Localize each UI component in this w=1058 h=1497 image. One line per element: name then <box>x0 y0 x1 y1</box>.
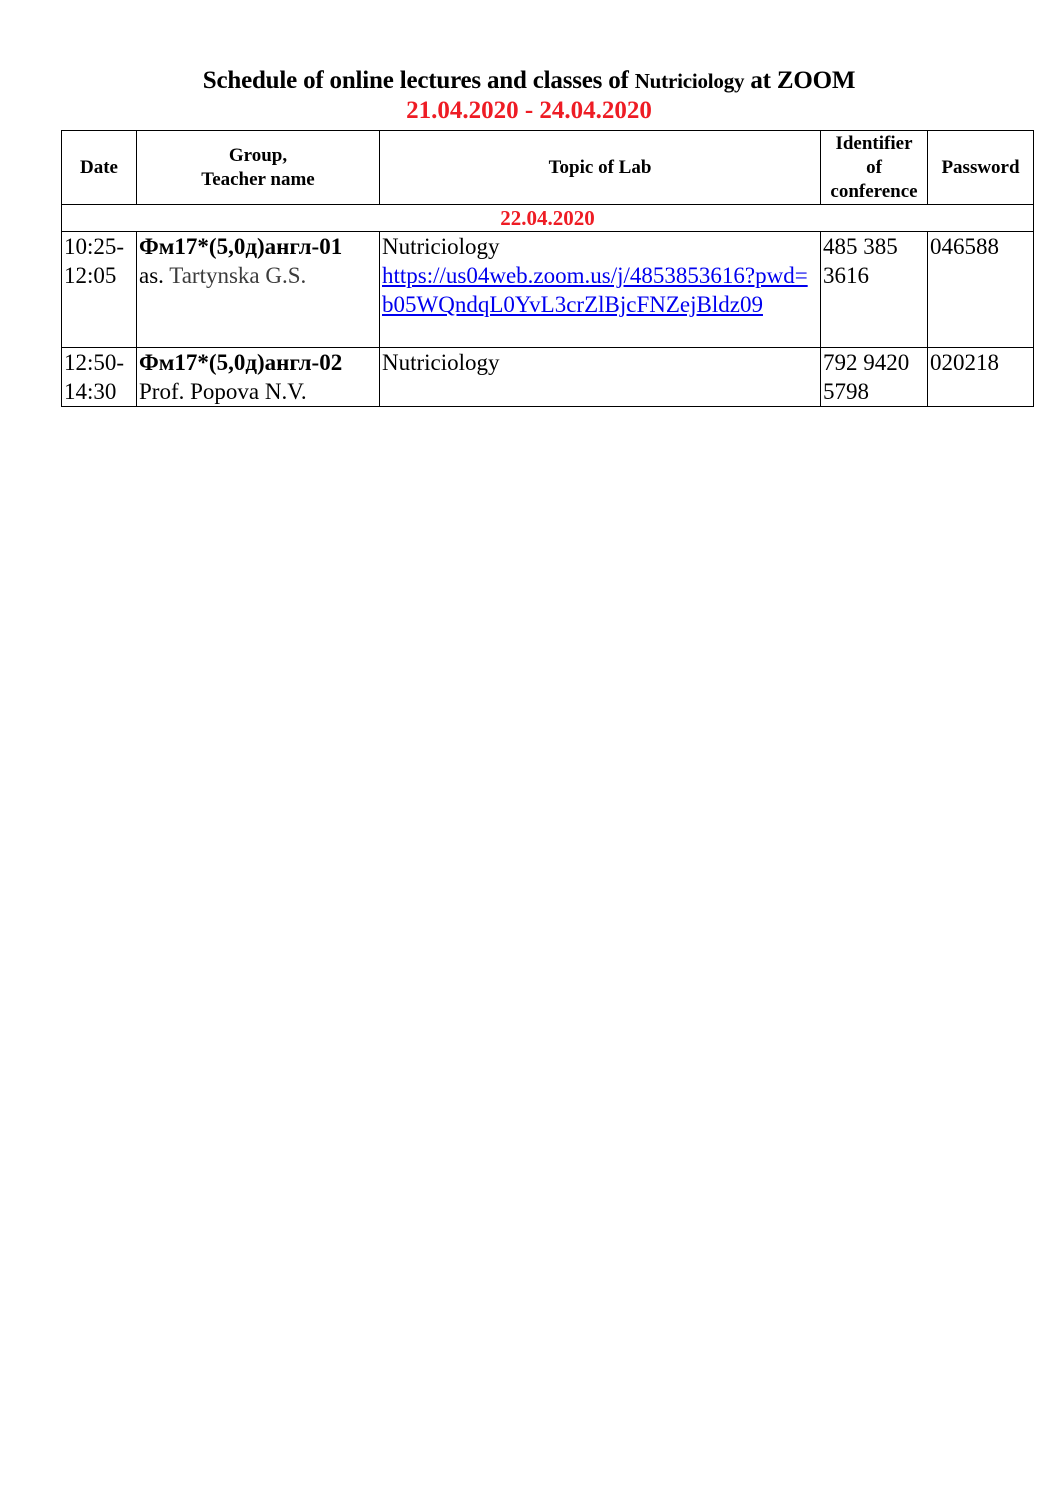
conference-id-line1: 485 385 <box>823 234 898 259</box>
conference-id-line2: 5798 <box>823 379 869 404</box>
column-header-date <box>62 131 137 205</box>
teacher-prefix: Prof. <box>139 379 185 404</box>
header-row <box>62 131 1034 205</box>
time-cell <box>62 232 137 348</box>
time-start: 10:25- <box>64 234 125 259</box>
password-value: 020218 <box>930 350 999 375</box>
password-cell <box>928 232 1034 348</box>
conference-id-line2: 3616 <box>823 263 869 288</box>
column-header-identifier-line3: conference <box>830 180 918 202</box>
title-main: Schedule of online lectures and classes of <box>202 67 629 94</box>
column-header-password-label: Password <box>941 156 1020 178</box>
title-suffix: at ZOOM <box>750 67 856 94</box>
column-header-identifier-line1: Identifier <box>835 132 913 154</box>
topic-name: Nutriciology <box>382 350 500 375</box>
time-cell <box>62 348 137 407</box>
column-header-topic-label: Topic of Lab <box>548 156 652 178</box>
conference-id-cell <box>821 232 928 348</box>
topic-name: Nutriciology <box>382 234 500 259</box>
group-cell <box>137 348 380 407</box>
password-value: 046588 <box>930 234 999 259</box>
password-cell <box>928 348 1034 407</box>
schedule-table <box>61 130 1034 407</box>
column-header-group-line2: Teacher name <box>201 168 315 190</box>
time-end: 14:30 <box>64 379 117 404</box>
page-header <box>0 66 1058 126</box>
column-header-topic <box>380 131 821 205</box>
page-title <box>0 66 1058 96</box>
column-header-group-line1: Group, <box>228 144 288 166</box>
conference-id-cell <box>821 348 928 407</box>
table-row <box>62 232 1034 348</box>
day-label: 22.04.2020 <box>62 205 1034 232</box>
time-start: 12:50- <box>64 350 125 375</box>
teacher-prefix: as. <box>139 263 164 288</box>
group-code: Фм17*(5,0д)англ-02 <box>139 350 343 375</box>
column-header-identifier-line2: of <box>866 156 882 178</box>
column-header-password <box>928 131 1034 205</box>
zoom-link[interactable]: https://us04web.zoom.us/j/4853853616?pwd=b05WQndqL0YvL3crZlBjcFNZejBldz09 <box>382 263 808 317</box>
teacher <box>139 377 377 406</box>
day-row <box>62 205 1034 232</box>
group-cell <box>137 232 380 348</box>
topic-cell <box>380 232 821 348</box>
date-range: 21.04.2020 - 24.04.2020 <box>406 97 652 124</box>
topic-cell <box>380 348 821 407</box>
column-header-date-label: Date <box>80 156 118 178</box>
column-header-identifier <box>821 131 928 205</box>
teacher-name: Tartynska G.S. <box>169 263 307 288</box>
column-header-group <box>137 131 380 205</box>
teacher-name: Popova N.V. <box>190 379 307 404</box>
time-end: 12:05 <box>64 263 117 288</box>
teacher <box>139 261 377 290</box>
title-subject: Nutriciology <box>634 69 745 93</box>
table-row <box>62 348 1034 407</box>
group-code: Фм17*(5,0д)англ-01 <box>139 234 343 259</box>
conference-id-line1: 792 9420 <box>823 350 910 375</box>
